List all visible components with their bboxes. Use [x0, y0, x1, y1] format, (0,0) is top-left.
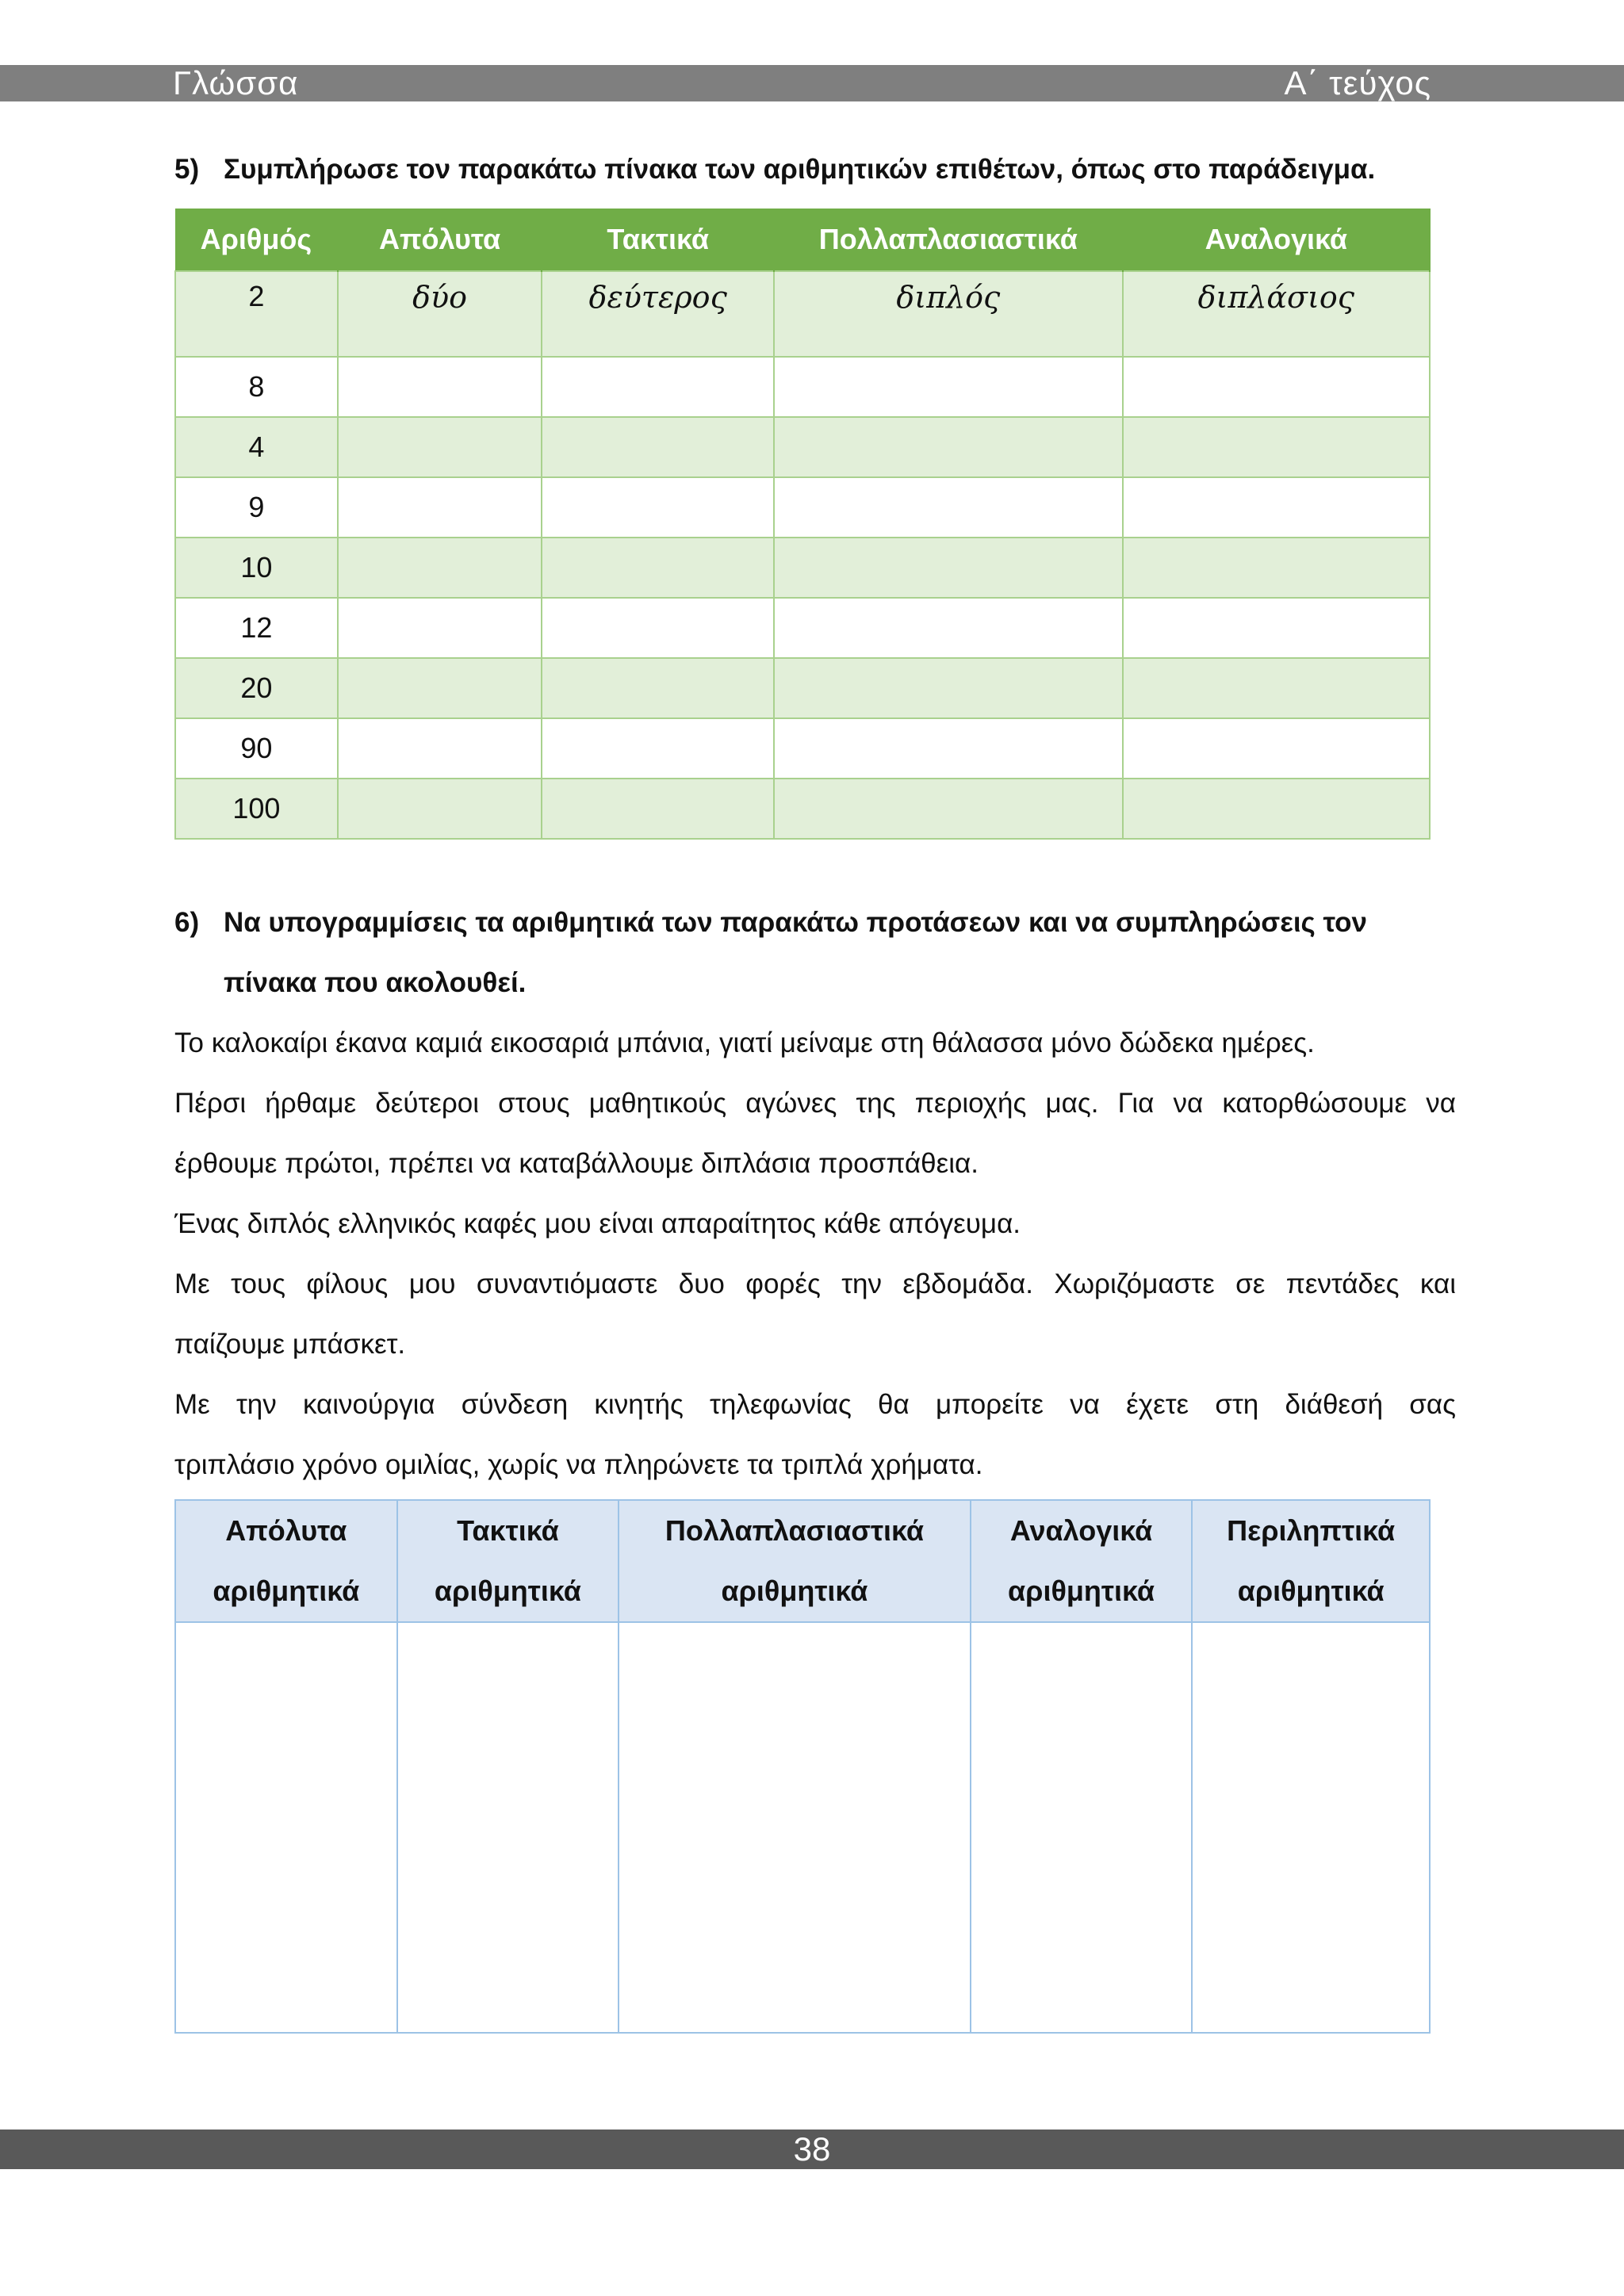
page-number: 38 — [793, 2130, 831, 2168]
blank-cell[interactable] — [774, 357, 1123, 417]
table-header-row — [175, 209, 1430, 271]
row-number: 20 — [175, 658, 338, 718]
header-volume: Α΄ τεύχος — [1284, 64, 1431, 101]
sentence-line: Πέρσι ήρθαμε δεύτεροι στους μαθητικούς αγώνες της περιοχής μας. Για να κατορθώσουμε να — [174, 1088, 1456, 1119]
blank-cell[interactable] — [338, 417, 542, 477]
blank-cell[interactable] — [542, 417, 774, 477]
table-row — [175, 598, 1430, 658]
example-multiplicative: διπλός — [774, 271, 1123, 357]
blank-cell[interactable] — [1123, 658, 1430, 718]
blank-cell[interactable] — [542, 779, 774, 839]
blank-cell[interactable] — [542, 658, 774, 718]
row-number: 10 — [175, 538, 338, 598]
exercise6-number: 6) — [174, 907, 200, 938]
exercise6-text-line2: πίνακα που ακολουθεί. — [224, 967, 527, 998]
blank-cell[interactable] — [774, 598, 1123, 658]
blank-cell[interactable] — [542, 357, 774, 417]
blank-cell[interactable] — [774, 417, 1123, 477]
table-row — [175, 357, 1430, 417]
table-row — [175, 1622, 1430, 2033]
row-number: 9 — [175, 477, 338, 538]
header-subject: Γλώσσα — [173, 64, 299, 101]
blank-cell[interactable] — [338, 357, 542, 417]
sentence-line: παίζουμε μπάσκετ. — [174, 1329, 406, 1360]
blank-cell[interactable] — [338, 779, 542, 839]
exercise5-text: Συμπλήρωσε τον παρακάτω πίνακα των αριθμητικών επιθέτων, όπως στο παράδειγμα. — [224, 154, 1376, 185]
col-header-multiplicative-numerals: Πολλαπλασιαστικά αριθμητικά — [619, 1500, 971, 1622]
blank-cell[interactable] — [774, 538, 1123, 598]
example-ordinal: δεύτερος — [542, 271, 774, 357]
table-row — [175, 477, 1430, 538]
table-row — [175, 658, 1430, 718]
blank-cell[interactable] — [1123, 538, 1430, 598]
blank-cell[interactable] — [338, 477, 542, 538]
blank-cell[interactable] — [1123, 718, 1430, 779]
example-proportional: διπλάσιος — [1123, 271, 1430, 357]
blank-cell[interactable] — [175, 1622, 397, 2033]
col-header-ordinal: Τακτικά — [542, 209, 774, 271]
blank-cell[interactable] — [542, 598, 774, 658]
col-header-multiplicative: Πολλαπλασιαστικά — [774, 209, 1123, 271]
table-row — [175, 718, 1430, 779]
table-header-row — [175, 1500, 1430, 1622]
col-header-absolute-numerals: Απόλυτα αριθμητικά — [175, 1500, 397, 1622]
blank-cell[interactable] — [1123, 598, 1430, 658]
blank-cell[interactable] — [542, 538, 774, 598]
blank-cell[interactable] — [619, 1622, 971, 2033]
numerals-table — [174, 209, 1431, 840]
col-header-collective-numerals: Περιληπτικά αριθμητικά — [1192, 1500, 1430, 1622]
blank-cell[interactable] — [774, 658, 1123, 718]
blank-cell[interactable] — [1123, 477, 1430, 538]
exercise5-instruction — [174, 140, 1375, 200]
blank-cell[interactable] — [338, 718, 542, 779]
sentence-line: Ένας διπλός ελληνικός καφές μου είναι απαραίτητος κάθε απόγευμα. — [174, 1208, 1021, 1239]
col-header-ordinal-numerals: Τακτικά αριθμητικά — [397, 1500, 619, 1622]
table-row — [175, 538, 1430, 598]
table-row-example — [175, 271, 1430, 357]
blank-cell[interactable] — [338, 538, 542, 598]
col-header-proportional: Αναλογικά — [1123, 209, 1430, 271]
header-bar — [0, 65, 1624, 101]
exercise6-text-line1: Να υπογραμμίσεις τα αριθμητικά των παρακάτω προτάσεων και να συμπληρώσεις τον — [224, 907, 1367, 938]
blank-cell[interactable] — [542, 477, 774, 538]
blank-cell[interactable] — [1123, 417, 1430, 477]
sentence-line: έρθουμε πρώτοι, πρέπει να καταβάλλουμε διπλάσια προσπάθεια. — [174, 1148, 979, 1179]
example-number: 2 — [175, 271, 338, 357]
blank-cell[interactable] — [542, 718, 774, 779]
blank-cell[interactable] — [774, 779, 1123, 839]
row-number: 90 — [175, 718, 338, 779]
table-row — [175, 779, 1430, 839]
blank-cell[interactable] — [397, 1622, 619, 2033]
sentence-line: Το καλοκαίρι έκανα καμιά εικοσαριά μπάνια, γιατί μείναμε στη θάλασσα μόνο δώδεκα ημέρες. — [174, 1027, 1315, 1058]
blank-cell[interactable] — [338, 658, 542, 718]
blank-cell[interactable] — [1123, 357, 1430, 417]
sentence-line: Με τους φίλους μου συναντιόμαστε δυο φορές την εβδομάδα. Χωριζόμαστε σε πεντάδες και — [174, 1269, 1456, 1299]
sentence-line: τριπλάσιο χρόνο ομιλίας, χωρίς να πληρώνετε τα τριπλά χρήματα. — [174, 1449, 983, 1480]
sentence-line: Με την καινούργια σύνδεση κινητής τηλεφωνίας θα μπορείτε να έχετε στη διάθεσή σας — [174, 1389, 1456, 1420]
example-absolute: δύο — [338, 271, 542, 357]
row-number: 4 — [175, 417, 338, 477]
blank-cell[interactable] — [774, 718, 1123, 779]
numerals-classification-table — [174, 1499, 1431, 2034]
table-row — [175, 417, 1430, 477]
blank-cell[interactable] — [774, 477, 1123, 538]
blank-cell[interactable] — [971, 1622, 1193, 2033]
row-number: 8 — [175, 357, 338, 417]
row-number: 100 — [175, 779, 338, 839]
blank-cell[interactable] — [1192, 1622, 1430, 2033]
blank-cell[interactable] — [1123, 779, 1430, 839]
footer-bar — [0, 2130, 1624, 2169]
exercise5-number: 5) — [174, 154, 200, 185]
col-header-proportional-numerals: Αναλογικά αριθμητικά — [971, 1500, 1193, 1622]
sentences-block — [174, 1013, 1456, 1495]
col-header-absolute: Απόλυτα — [338, 209, 542, 271]
blank-cell[interactable] — [338, 598, 542, 658]
col-header-number: Αριθμός — [175, 209, 338, 271]
exercise6-instruction — [174, 893, 1459, 1013]
row-number: 12 — [175, 598, 338, 658]
